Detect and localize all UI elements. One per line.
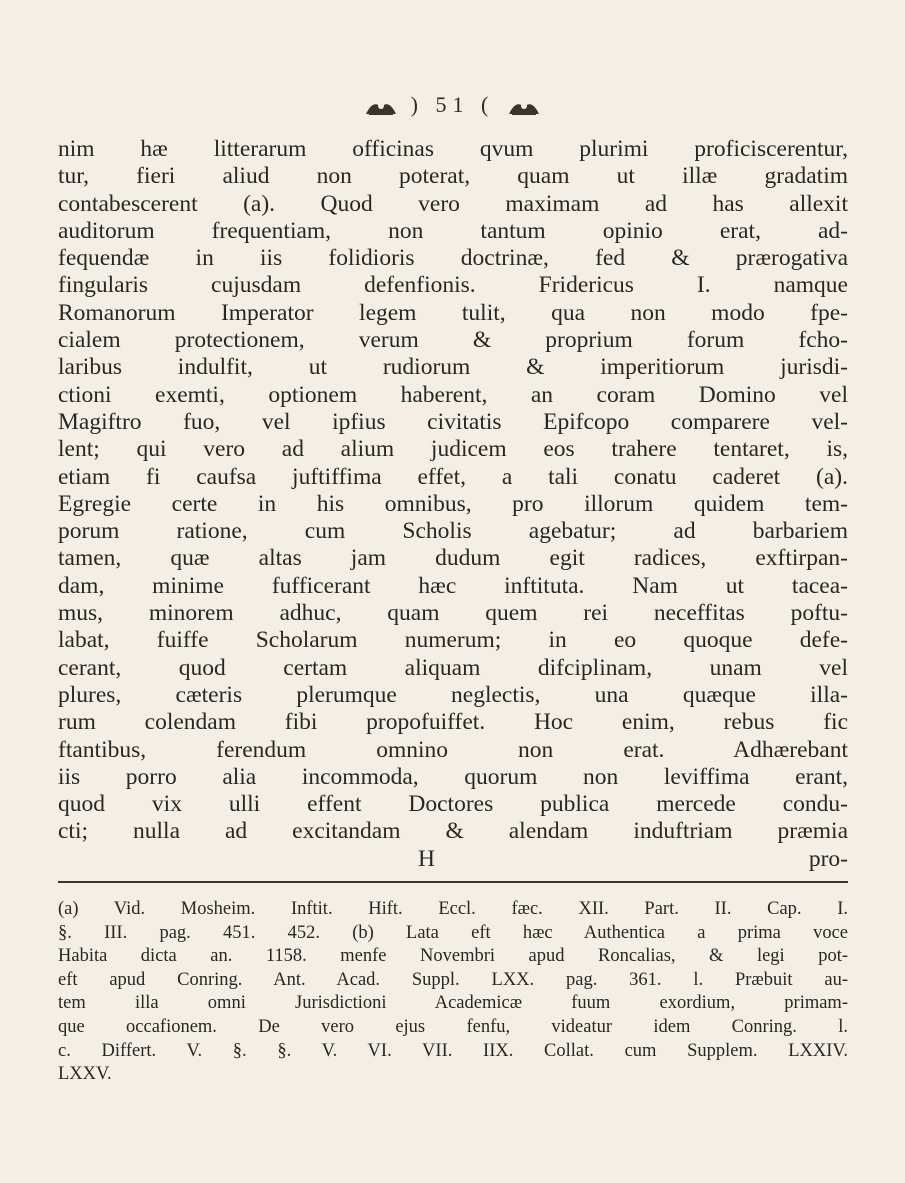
text-line: auditorum frequentiam, non tantum opinio erat, ad- <box>58 217 848 244</box>
text-line: fingularis cujusdam defenfionis. Fridericus I. namque <box>58 272 848 299</box>
text-line: lent; qui vero ad alium judicem eos trahere tentaret, is, <box>58 436 848 463</box>
right-ornament-icon <box>506 97 542 117</box>
text-line: laribus indulfit, ut rudiorum & imperitiorum jurisdi- <box>58 354 848 381</box>
footnote-line: (a) Vid. Mosheim. Inftit. Hift. Eccl. fæc. XII. Part. II. Cap. I. <box>58 899 848 919</box>
footnote-separator <box>58 881 848 883</box>
footnotes <box>58 898 848 1087</box>
text-line: porum ratione, cum Scholis agebatur; ad barbariem <box>58 518 848 545</box>
text-line: cerant, quod certam aliquam difciplinam, unam vel <box>58 654 848 681</box>
footnote-line: §. III. pag. 451. 452. (b) Lata eft hæc Authentica a prima voce <box>58 922 848 943</box>
left-ornament-icon <box>363 97 399 117</box>
text-line: dam, minime fufficerant hæc inftituta. Nam ut tacea- <box>58 572 848 599</box>
text-line: Romanorum Imperator legem tulit, qua non modo fpe- <box>58 299 848 326</box>
footnote-line: que occafionem. De vero ejus fenfu, videatur idem Conring. l. <box>58 1016 848 1037</box>
text-line: contabescerent (a). Quod vero maximam ad has allexit <box>58 190 848 217</box>
text-line: cialem protectionem, verum & proprium forum fcho- <box>58 327 848 354</box>
text-line: quod vix ulli effent Doctores publica mercede condu- <box>58 791 848 818</box>
text-line: plures, cæteris plerumque neglectis, una quæque illa- <box>58 681 848 708</box>
text-line: Magiftro fuo, vel ipfius civitatis Epifcopo comparere vel- <box>58 408 848 435</box>
text-line: iis porro alia incommoda, quorum non leviffima erant, <box>58 763 848 790</box>
text-line: etiam fi caufsa juftiffima effet, a tali conatu caderet (a). <box>58 463 848 490</box>
footnote-line: c. Differt. V. §. §. V. VI. VII. IIX. Collat. cum Supplem. LXXIV. <box>58 1040 848 1061</box>
catchword: pro- <box>808 845 848 872</box>
footnote-line: tem illa omni Jurisdictioni Academicæ fuum exordium, primam- <box>58 993 848 1014</box>
text-line: tur, fieri aliud non poterat, quam ut illæ gradatim <box>58 163 848 190</box>
footnote-line: Habita dicta an. 1158. menfe Novembri apud Roncalias, & legi pot- <box>58 946 848 967</box>
text-line: mus, minorem adhuc, quam quem rei neceffitas poftu- <box>58 600 848 627</box>
text-line: rum colendam fibi propofuiffet. Hoc enim, rebus fic <box>58 709 848 736</box>
text-line: labat, fuiffe Scholarum numerum; in eo quoque defe- <box>58 627 848 654</box>
text-line: ctioni exemti, optionem haberent, an coram Domino vel <box>58 381 848 408</box>
running-header <box>0 92 905 118</box>
main-text <box>58 136 848 873</box>
page-number: ) 51 ( <box>410 92 495 117</box>
text-line: fequendæ in iis folidioris doctrinæ, fed & prærogativa <box>58 245 848 272</box>
text-line: cti; nulla ad excitandam & alendam induftriam præmia <box>58 818 848 845</box>
footnote-line: eft apud Conring. Ant. Acad. Suppl. LXX. pag. 361. l. Præbuit au- <box>58 969 848 990</box>
text-line: Egregie certe in his omnibus, pro illorum quidem tem- <box>58 490 848 517</box>
footnote-line: LXXV. <box>58 1064 112 1085</box>
text-line: nim hæ litterarum officinas qvum plurimi proficiscerentur, <box>58 136 848 162</box>
text-line: ftantibus, ferendum omnino non erat. Adhærebant <box>58 736 848 763</box>
text-line: tamen, quæ altas jam dudum egit radices, exftirpan- <box>58 545 848 572</box>
catchword-line <box>58 846 848 873</box>
signature-mark: H <box>418 845 435 872</box>
